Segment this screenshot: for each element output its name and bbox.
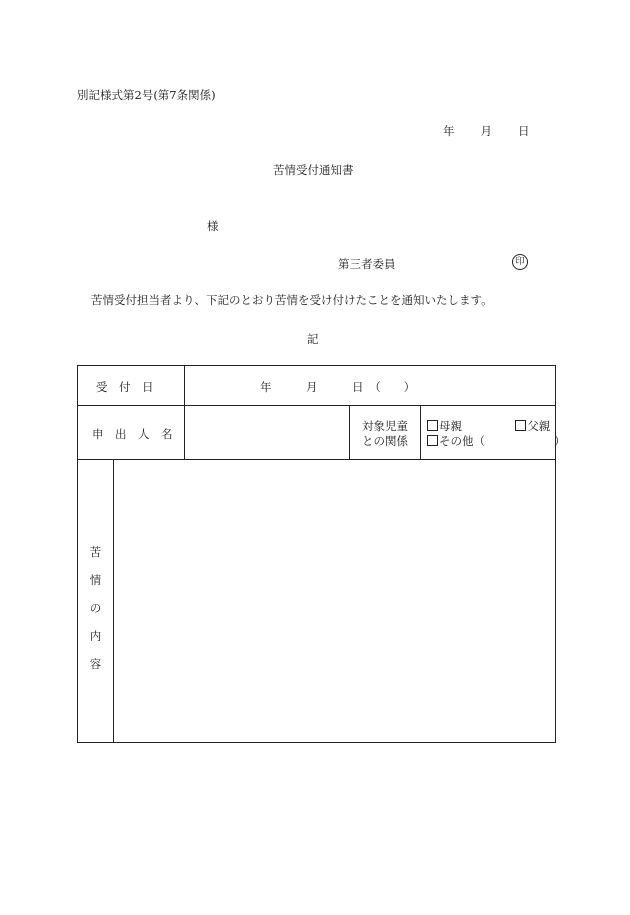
document-title: 苦情受付通知書 (273, 163, 354, 177)
complaint-content-label: 苦 情 の 内 容 (89, 545, 102, 671)
column-divider (420, 405, 421, 459)
seal-mark: 印 (512, 254, 528, 270)
sender-title: 第三者委員 (338, 257, 396, 271)
relation-label: 対象児童 との関係 (362, 419, 408, 448)
complaint-form-table (77, 365, 566, 743)
date-line: 年 月 日 (443, 124, 531, 138)
father-option[interactable]: 父親 (515, 419, 550, 433)
mother-option[interactable]: 母親 (427, 419, 462, 433)
relation-options (427, 419, 566, 449)
other-checkbox[interactable] (427, 435, 438, 446)
body-text: 苦情受付担当者より、下記のとおり苦情を受け付けたことを通知いたします。 (91, 293, 493, 307)
applicant-name-field[interactable] (185, 406, 348, 458)
form-reference: 別記様式第2号(第7条関係) (77, 88, 216, 102)
column-divider (349, 405, 350, 459)
complaint-content-field[interactable] (114, 460, 554, 742)
reception-date-label: 受 付 日 (96, 380, 154, 394)
addressee-suffix: 様 (207, 219, 219, 233)
applicant-name-label: 申 出 人 名 (92, 427, 173, 441)
other-option[interactable]: その他（ ） (427, 434, 566, 448)
reception-date-field[interactable]: 年 月 日 （ ） (260, 380, 416, 394)
father-checkbox[interactable] (515, 420, 526, 431)
mother-checkbox[interactable] (427, 420, 438, 431)
ki-marker: 記 (307, 332, 319, 346)
